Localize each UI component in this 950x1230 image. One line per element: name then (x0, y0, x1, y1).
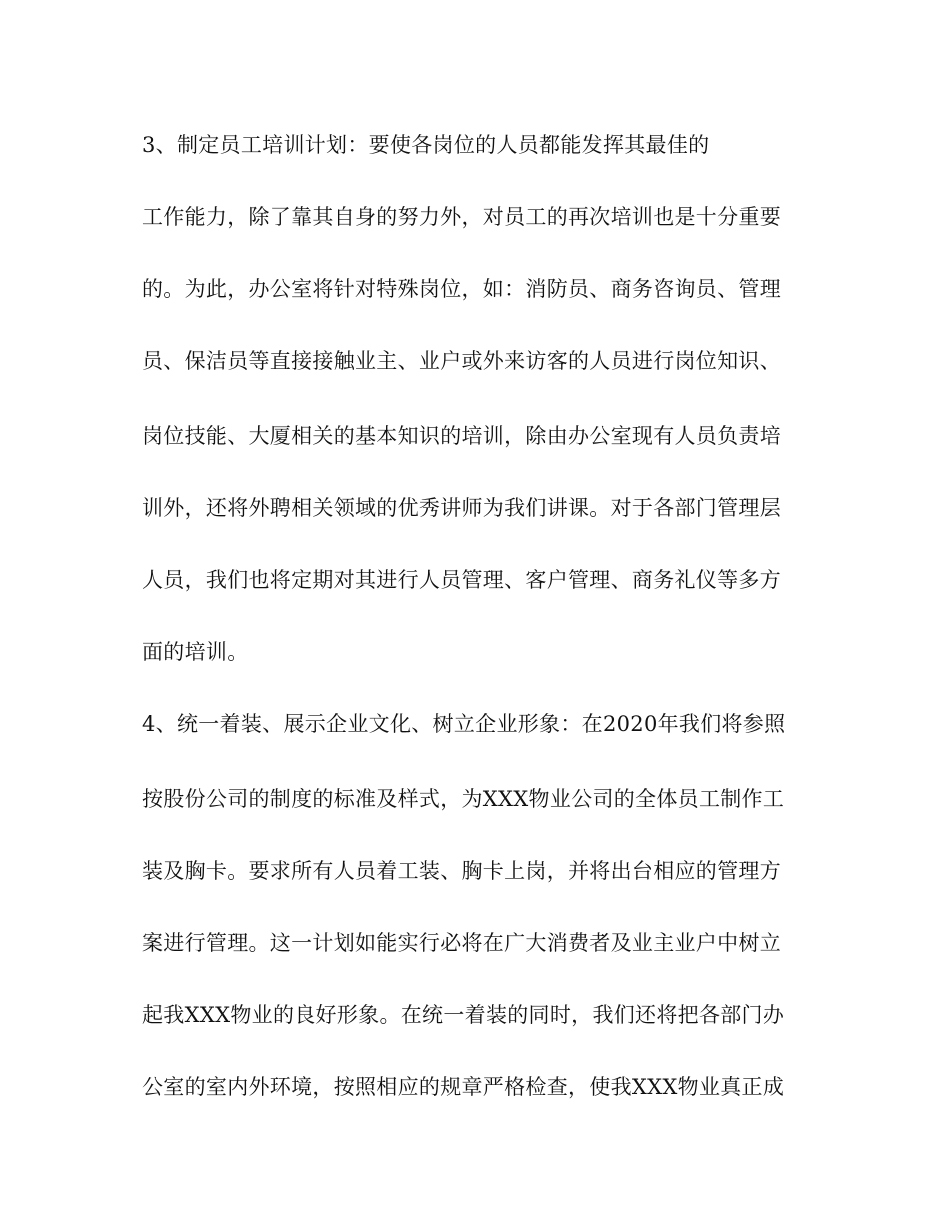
text-line: 训外，还将外聘相关领域的优秀讲师为我们讲课。对于各部门管理层 (142, 496, 781, 520)
text-line: 3、制定员工培训计划：要使各岗位的人员都能发挥其最佳的 (142, 133, 710, 157)
text-line: 工作能力，除了靠其自身的努力外，对员工的再次培训也是十分重要 (142, 205, 781, 229)
text-line: 员、保洁员等直接接触业主、业户或外来访客的人员进行岗位知识、 (142, 349, 781, 373)
text-line: 4、统一着装、展示企业文化、树立企业形象：在2020年我们将参照 (142, 712, 786, 736)
text-line: 起我XXX物业的良好形象。在统一着装的同时，我们还将把各部门办 (142, 1003, 785, 1027)
text-line: 公室的室内外环境，按照相应的规章严格检查，使我XXX物业真正成 (142, 1075, 785, 1099)
text-line: 岗位技能、大厦相关的基本知识的培训，除由办公室现有人员负责培 (142, 424, 781, 448)
text-line: 按股份公司的制度的标准及样式，为XXX物业公司的全体员工制作工 (142, 787, 785, 811)
text-line: 人员，我们也将定期对其进行人员管理、客户管理、商务礼仪等多方 (142, 568, 781, 592)
text-line: 案进行管理。这一计划如能实行必将在广大消费者及业主业户中树立 (142, 931, 781, 955)
text-line: 面的培训。 (142, 640, 249, 664)
text-line: 的。为此，办公室将针对特殊岗位，如：消防员、商务咨询员、管理 (142, 277, 781, 301)
text-line: 装及胸卡。要求所有人员着工装、胸卡上岗，并将出台相应的管理方 (142, 859, 781, 883)
